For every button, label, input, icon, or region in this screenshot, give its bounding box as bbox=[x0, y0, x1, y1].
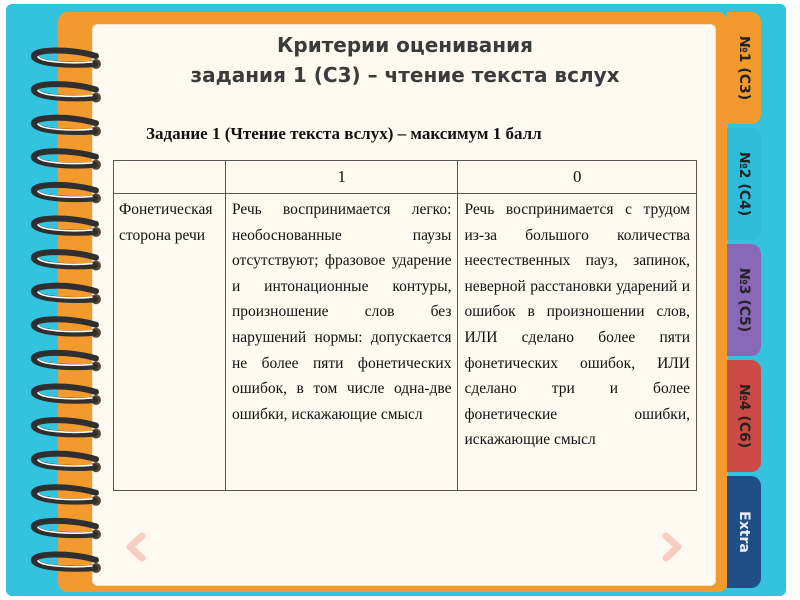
tab-3-c5[interactable] bbox=[727, 244, 761, 356]
criteria-table bbox=[113, 160, 697, 491]
header-score-0: 0 bbox=[458, 161, 697, 194]
binding-ring bbox=[34, 218, 101, 237]
tab-3-label: №3 (С5) bbox=[736, 267, 752, 333]
tab-2-c4[interactable] bbox=[727, 128, 761, 240]
binding-ring bbox=[34, 84, 101, 103]
binding-ring bbox=[34, 151, 101, 170]
tab-extra[interactable] bbox=[727, 476, 761, 588]
table-header-row bbox=[114, 161, 697, 194]
binding-ring bbox=[34, 454, 101, 473]
binding-ring bbox=[34, 252, 101, 271]
aspect-cell: Фонетическая сторона речи bbox=[114, 194, 226, 491]
page-title-line-1: Критерии оценивания bbox=[277, 33, 533, 57]
task-heading: Задание 1 (Чтение текста вслух) – максимум 1 балл bbox=[146, 124, 542, 143]
tab-4-c6[interactable] bbox=[727, 360, 761, 472]
binding-ring bbox=[34, 554, 101, 573]
header-aspect bbox=[114, 161, 226, 194]
binding-ring bbox=[34, 420, 101, 439]
binding-ring bbox=[34, 185, 101, 204]
table-row bbox=[114, 194, 697, 491]
binding-ring bbox=[34, 521, 101, 540]
chevron-left-icon[interactable] bbox=[120, 530, 154, 564]
page-title-line-2: задания 1 (С3) – чтение текста вслух bbox=[190, 63, 620, 87]
binding-ring bbox=[34, 286, 101, 305]
tab-1-label: №1 (С3) bbox=[736, 35, 752, 101]
binding-ring bbox=[34, 319, 101, 338]
binding-ring bbox=[34, 118, 101, 137]
binding-ring bbox=[34, 386, 101, 405]
score-0-cell: Речь воспринимается с трудом из-за большого количества неестественных пауз, запинок, неверной расстановки ударений и ошибок в произношении слов, ИЛИ сделано более пяти фонетических ошибок, ИЛИ сделано три и более фонетические ошибки, искажающие смысл bbox=[458, 194, 697, 491]
tab-1-c3[interactable] bbox=[727, 12, 761, 124]
score-1-cell: Речь воспринимается легко: необоснованные паузы отсутствуют; фразовое ударение и интонационные контуры, произношение слов без нарушений нормы: допускается не более пяти фонетических ошибок, в том числе одна-две ошибки, искажающие смысл bbox=[225, 194, 458, 491]
tab-extra-label: Extra bbox=[736, 511, 752, 553]
tab-2-label: №2 (С4) bbox=[736, 151, 752, 217]
page-title bbox=[100, 30, 710, 90]
tab-4-label: №4 (С6) bbox=[736, 383, 752, 449]
chevron-right-icon[interactable] bbox=[654, 530, 688, 564]
header-score-1: 1 bbox=[225, 161, 458, 194]
binding-ring bbox=[34, 353, 101, 372]
binding-ring bbox=[34, 50, 101, 69]
binding-ring bbox=[34, 487, 101, 506]
spiral-binding bbox=[0, 0, 110, 600]
